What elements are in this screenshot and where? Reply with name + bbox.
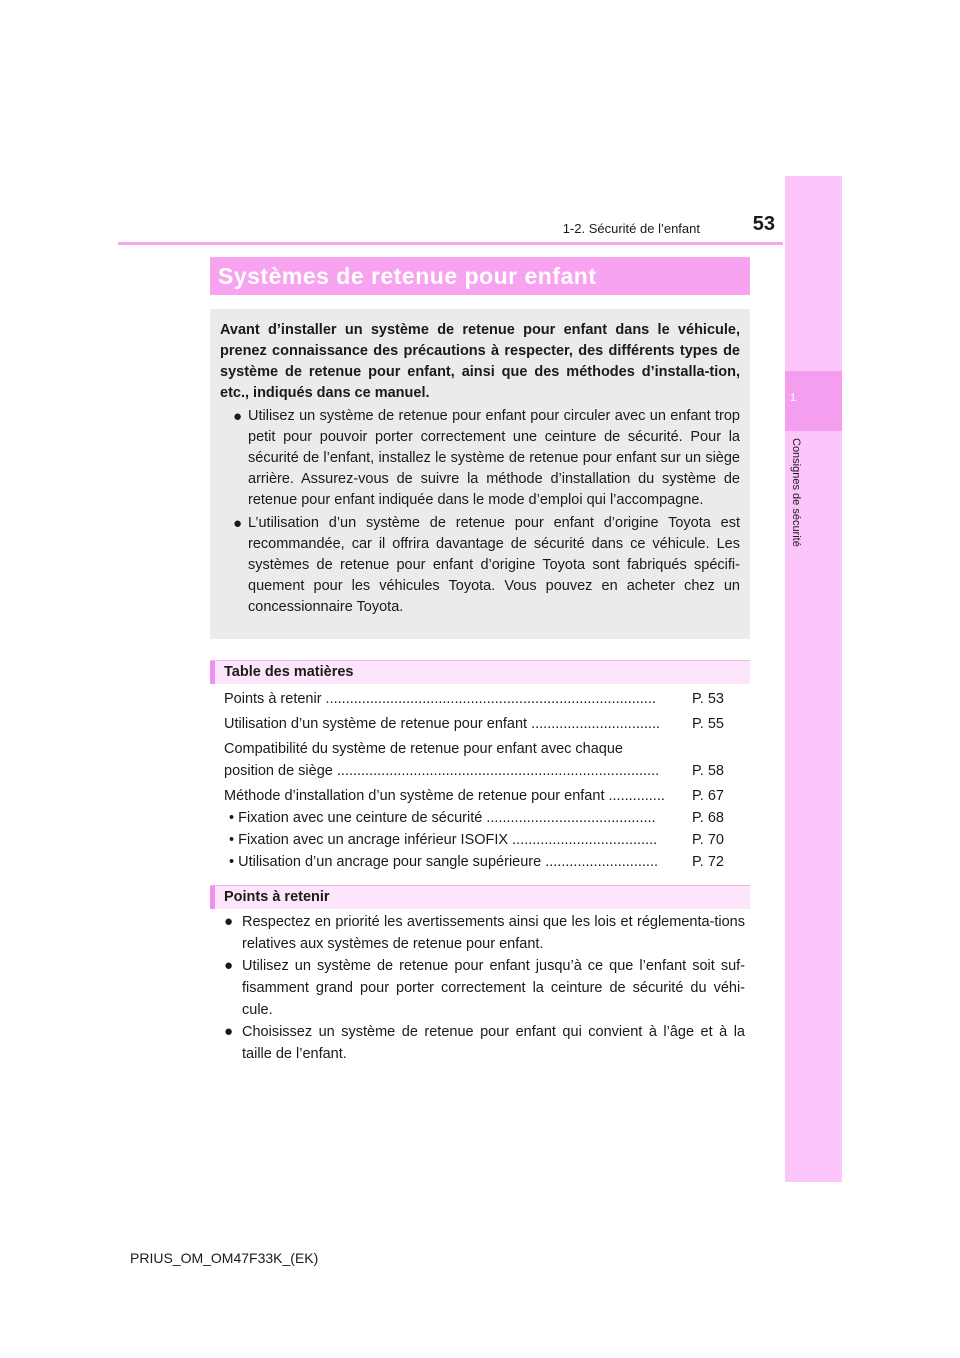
toc-subentry-label: • Utilisation d’un ancrage pour sangle supérieure ............................ — [229, 854, 659, 870]
toc-subentry-page: P. 70 — [692, 832, 724, 848]
toc-subentry-page: P. 72 — [692, 854, 724, 870]
toc-subentry[interactable] — [224, 807, 724, 829]
points-bullet-text: Choisissez un système de retenue pour enfant qui convient à l’âge et à la taille de l’enfant. — [242, 1024, 745, 1062]
bullet-icon: ● — [224, 957, 234, 974]
intro-bullet-text: Utilisez un système de retenue pour enfant pour circuler avec un enfant trop petit pour pouvoir porter correctement une ceinture de sécurité. Pour la sécurité de l’enfant, installez le système de retenue pour enfant sur un siège arrière. Assurez-vous de suivre la méthode d’installation du système de retenue pour enfant indiquée dans le mode d’emploi qui l’accompagne. — [248, 408, 740, 508]
intro-bullet — [220, 513, 740, 618]
toc-entry[interactable] — [224, 688, 724, 710]
toc-subentry[interactable] — [224, 851, 724, 873]
chapter-number: 1 — [789, 392, 797, 404]
intro-box — [210, 309, 750, 639]
toc-entry-page: P. 58 — [692, 763, 724, 779]
toc-entry[interactable] — [224, 738, 724, 782]
toc-subentry[interactable] — [224, 829, 724, 851]
bullet-icon: ● — [233, 408, 243, 425]
toc-entry-label: position de siège ................................................................................ — [224, 763, 660, 779]
points-bullet-text: Utilisez un système de retenue pour enfant jusqu’à ce que l’enfant soit suf-fisamment grand pour porter correctement la ceinture de sécurité du véhi-cule. — [242, 958, 745, 1018]
intro-bullet — [220, 406, 740, 511]
toc-entry-page: P. 53 — [692, 691, 724, 707]
points-heading: Points à retenir — [210, 885, 750, 909]
toc-subentry-label: • Fixation avec un ancrage inférieur ISOFIX .................................... — [229, 832, 658, 848]
toc-entry-line2 — [224, 760, 724, 782]
header-divider — [118, 242, 783, 245]
points-bullet — [210, 911, 745, 955]
toc-entry-label-line1: Compatibilité du système de retenue pour enfant avec chaque — [224, 741, 623, 757]
bullet-icon: ● — [224, 1023, 234, 1040]
toc-entry-page: P. 55 — [692, 716, 724, 732]
toc-subentry-page: P. 68 — [692, 810, 724, 826]
toc-entry-label: Points à retenir .................................................................................. — [224, 691, 656, 707]
toc-subentry-label: • Fixation avec une ceinture de sécurité .......................................... — [229, 810, 656, 826]
page-title: Systèmes de retenue pour enfant — [210, 257, 750, 295]
toc-heading: Table des matières — [210, 660, 750, 684]
toc-entry-page: P. 67 — [692, 788, 724, 804]
points-bullet — [210, 1021, 745, 1065]
toc-entry-label: Utilisation d’un système de retenue pour enfant ................................ — [224, 716, 661, 732]
intro-bullet-text: L’utilisation d’un système de retenue pour enfant d’origine Toyota est recommandée, car il offrira davantage de sécurité dans ce véhicule. Les systèmes de retenue pour enfant d’origine Toyota sont fabriqués spécifi-quement pour les véhicules Toyota. Vous pouvez en acheter chez un concessionnaire Toyota. — [248, 515, 740, 615]
toc-entry-label: Méthode d’installation d’un système de retenue pour enfant .............. — [224, 788, 665, 804]
intro-lead: Avant d’installer un système de retenue pour enfant dans le véhicule, prenez connaissance des précautions à respecter, des différents types de système de retenue pour enfant, ainsi que des méthodes d’installa-tion, etc., indiqués dans ce manuel. — [220, 322, 740, 401]
bullet-icon: ● — [233, 515, 243, 532]
toc-entry[interactable] — [224, 785, 724, 807]
bullet-icon: ● — [224, 913, 234, 930]
chapter-side-tab — [785, 176, 842, 1182]
points-bullet-text: Respectez en priorité les avertissements ainsi que les lois et réglementa-tions relatives aux systèmes de retenue pour enfant. — [242, 914, 745, 952]
chapter-label: Consignes de sécurité — [790, 438, 802, 547]
points-list — [210, 911, 745, 1065]
page-number: 53 — [752, 213, 775, 235]
points-bullet — [210, 955, 745, 1021]
section-header: 1-2. Sécurité de l’enfant — [562, 221, 700, 236]
document-footer: PRIUS_OM_OM47F33K_(EK) — [130, 1250, 319, 1266]
toc-entry[interactable] — [224, 713, 724, 735]
table-of-contents — [224, 688, 724, 873]
